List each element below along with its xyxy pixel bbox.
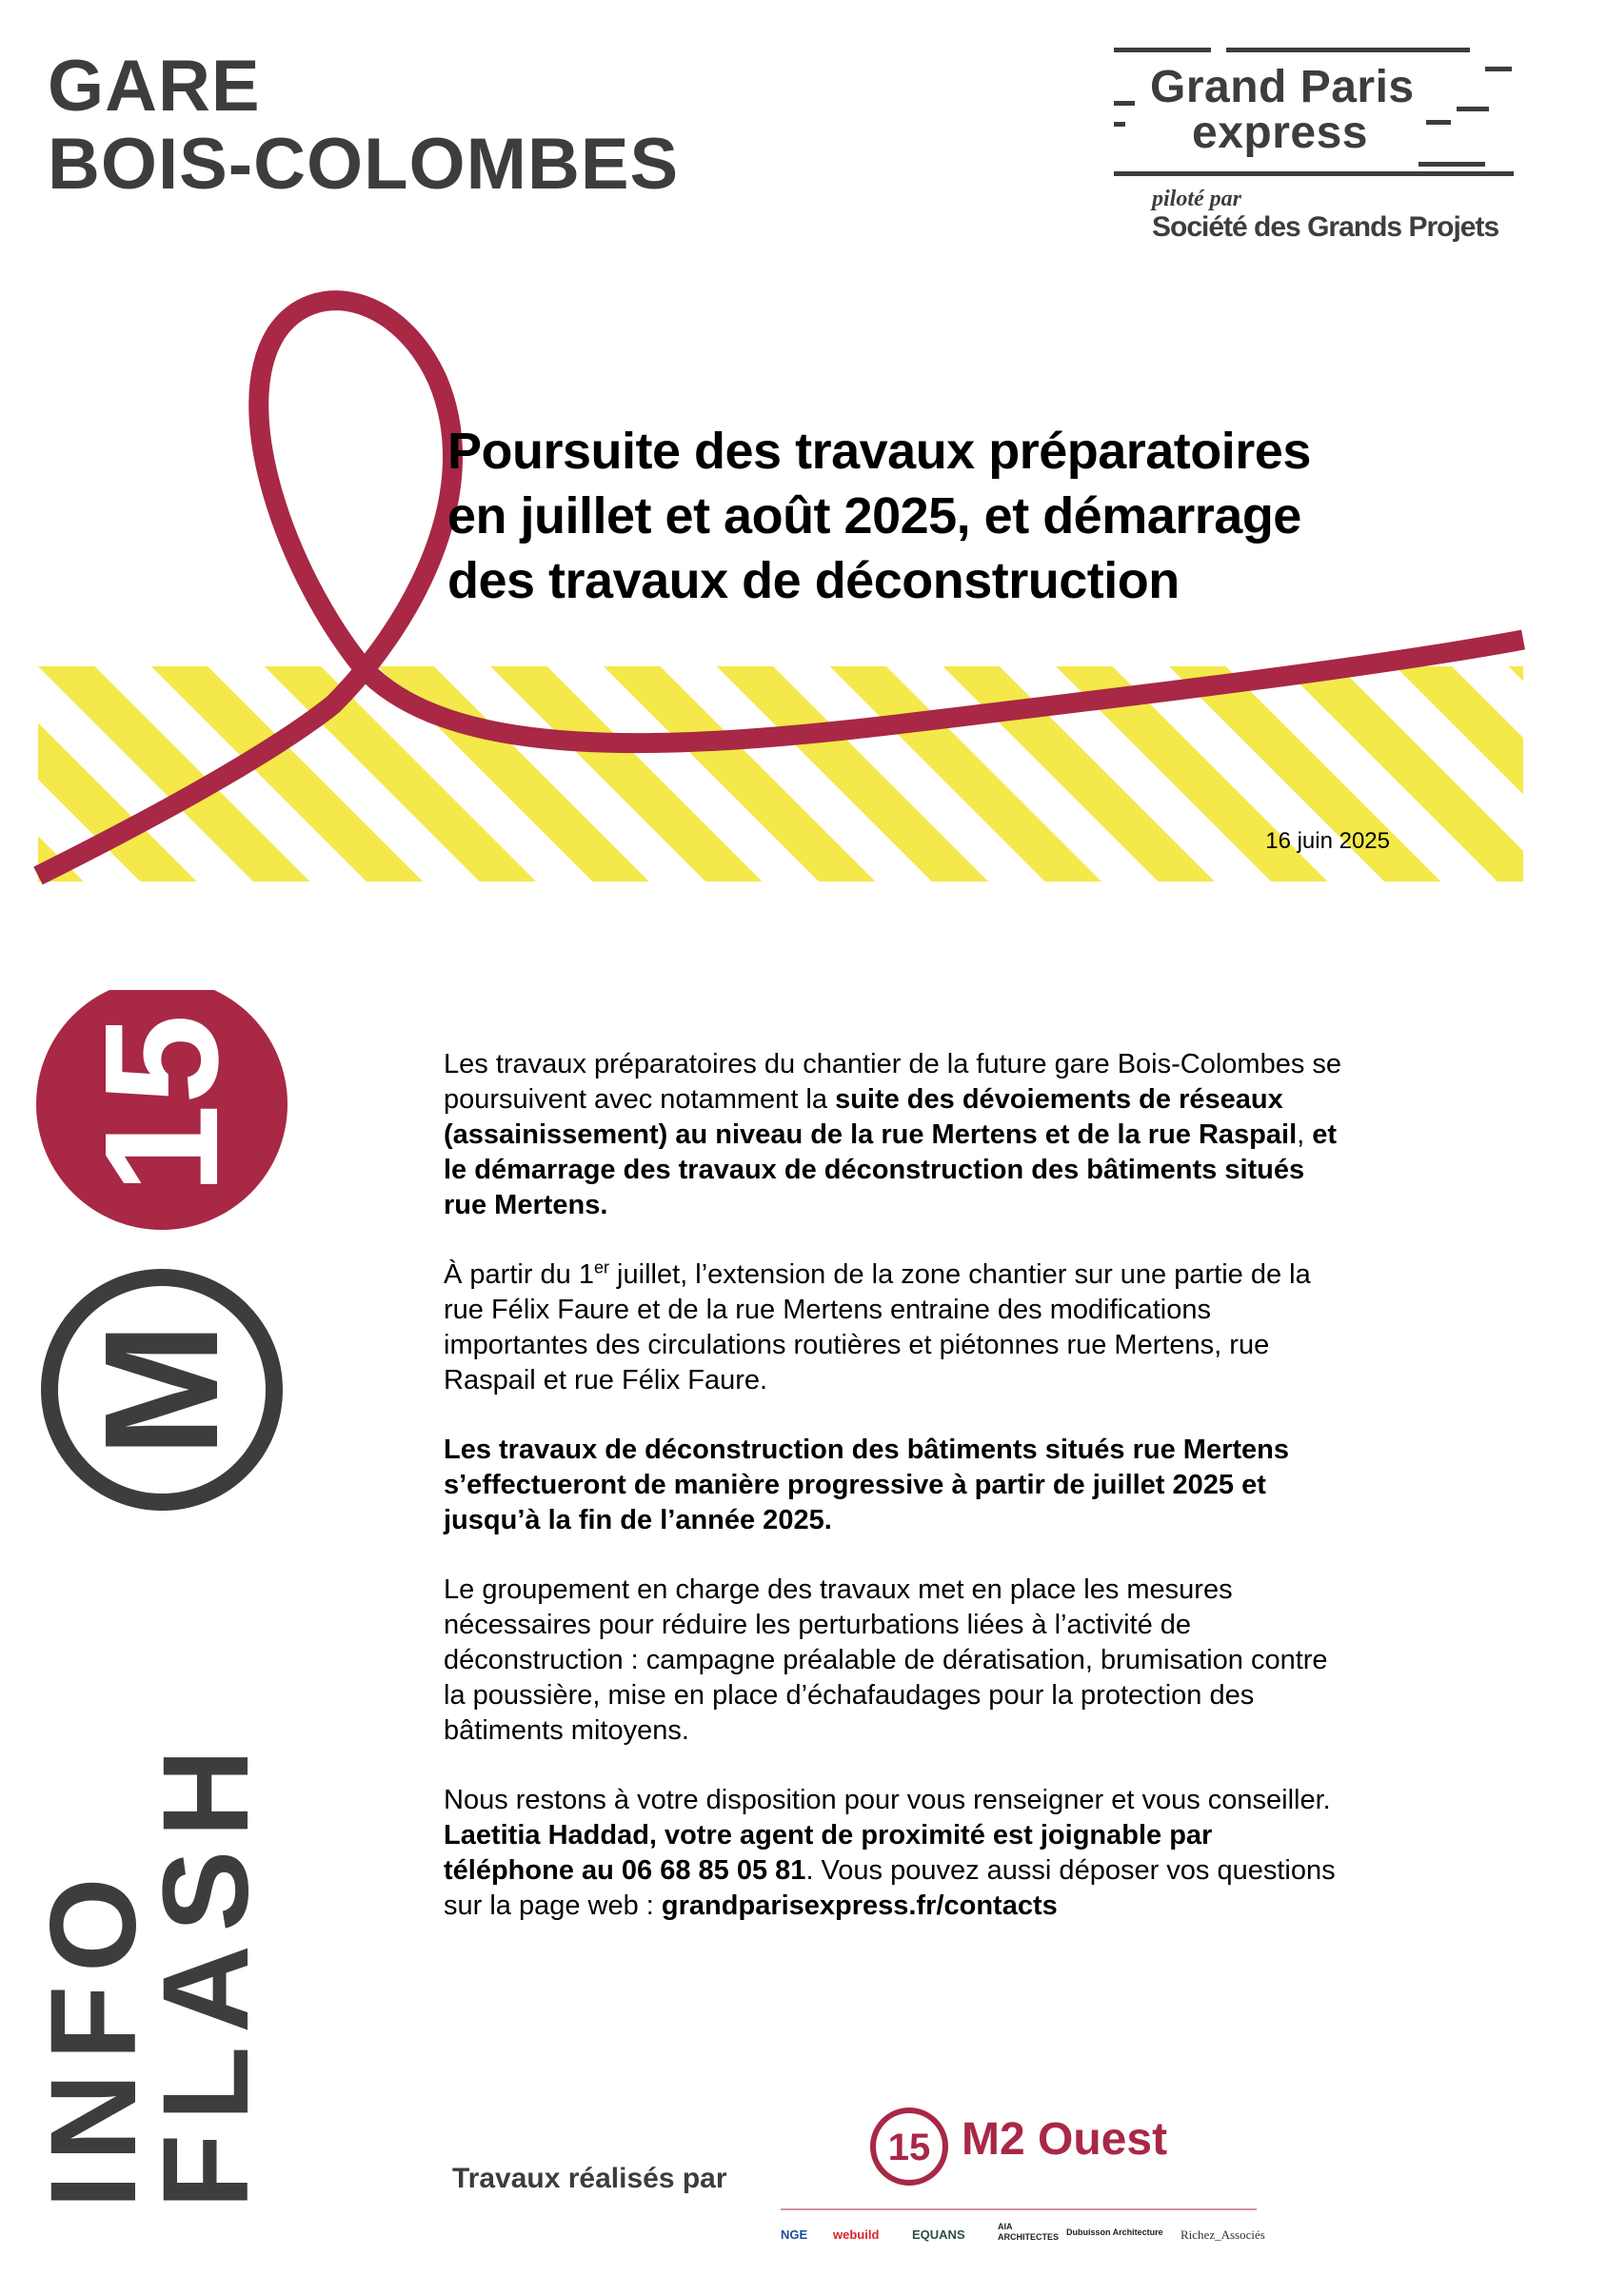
paragraph-2: À partir du 1er juillet, l’extension de la zone chantier sur une partie de la rue Félix Faure et de la rue Mertens entraine des modifications importantes des circulations routières et piétonnes rue Mertens, rue Raspail et rue Félix Faure.	[444, 1257, 1311, 1395]
partner-equans: EQUANS	[912, 2227, 965, 2242]
works-by-label: Travaux réalisés par	[452, 2163, 727, 2194]
partner-logos	[781, 2218, 1276, 2256]
partner-dubuisson: Dubuisson Architecture	[1066, 2227, 1163, 2237]
m2-number: 15	[887, 2127, 931, 2168]
m2-name: M2 Ouest	[962, 2114, 1168, 2165]
info-label: INFO	[26, 1864, 162, 2208]
logo-sgp: Société des Grands Projets	[1152, 211, 1499, 243]
contact-link[interactable]: grandparisexpress.fr/contacts	[661, 1890, 1058, 1921]
partner-richez: Richez_Associés	[1180, 2227, 1265, 2242]
paragraph-5: Nous restons à votre disposition pour vous renseigner et vous conseiller. Laetitia Haddad, votre agent de proximité est joignable par téléphone au 06 68 85 05 81. Vous pouvez aussi déposer vos questions sur la page web : grandparisexpress.fr/contacts	[444, 1785, 1336, 1921]
logo-line-1: Grand Paris	[1150, 62, 1415, 112]
paragraph-4: Le groupement en charge des travaux met en place les mesures nécessaires pour réduire les perturbations liées à l’activité de déconstruction : campagne préalable de dératisation, brumisation contre la poussière, mise en place d’échafaudages pour la protection des bâtiments mitoyens.	[444, 1574, 1328, 1746]
partner-aia: AIA ARCHITECTES	[998, 2222, 1060, 2242]
title-line-1: GARE	[48, 46, 261, 127]
info-flash-label	[26, 1735, 274, 2208]
title-line-2: BOIS-COLOMBES	[48, 124, 680, 205]
paragraph-1: Les travaux préparatoires du chantier de la future gare Bois-Colombes se poursuivent avec notamment la suite des dévoiements de réseaux (assainissement) au niveau de la rue Mertens et de la rue Raspail, et le démarrage des travaux de déconstruction des bâtiments situés rue Mertens.	[444, 1049, 1342, 1220]
flash-label: FLASH	[138, 1735, 274, 2208]
metro-letter-text: M	[71, 1322, 252, 1457]
line-15-outline-icon	[866, 2104, 952, 2189]
logo-line-2: express	[1192, 108, 1368, 158]
partner-nge: NGE	[781, 2227, 808, 2242]
partner-divider	[781, 2208, 1257, 2210]
m2-ouest-logo	[866, 2104, 1266, 2189]
headline: Poursuite des travaux préparatoires en juillet et août 2025, et démarrage des travaux de déconstruction	[447, 423, 1311, 609]
line-number-text: 15	[71, 1014, 252, 1195]
publication-date: 16 juin 2025	[1265, 828, 1390, 854]
logo-pilote: piloté par	[1152, 187, 1241, 211]
paragraph-3: Les travaux de déconstruction des bâtiments situés rue Mertens s’effectueront de manière progressive à partir de juillet 2025 et jusqu’à la fin de l’année 2025.	[444, 1435, 1289, 1535]
partner-webuild: webuild	[833, 2227, 880, 2242]
article-body	[444, 1047, 1348, 1958]
